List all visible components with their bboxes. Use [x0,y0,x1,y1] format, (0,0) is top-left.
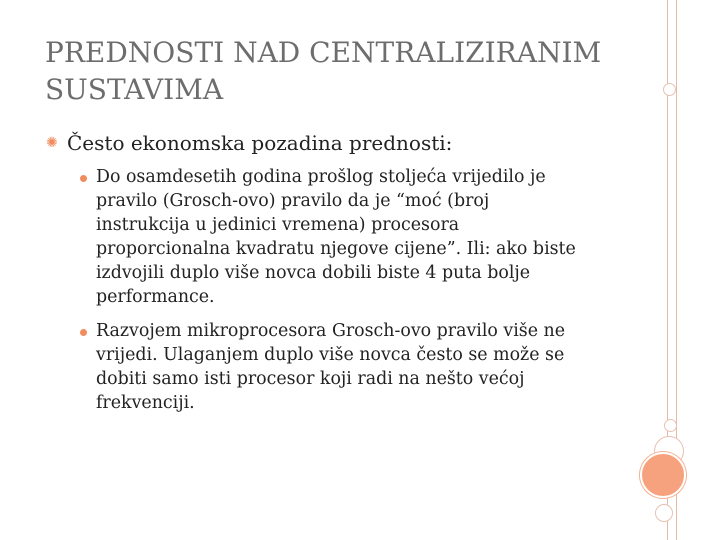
text-line: vrijedi. Ulaganjem duplo više novca često se može se [96,345,565,365]
text-line: izdvojili duplo više novca dobili biste 4 puta bolje [96,263,531,283]
sub-bullet-text [96,165,623,309]
text-line: performance. [96,287,215,307]
sun-bullet-icon: ✺ [46,135,58,151]
decorative-circle [664,419,677,432]
decorative-accent-circle [640,452,686,498]
text-line: dobiti samo isti procesor koji radi na nešto većoj [96,369,525,389]
decorative-circle [663,83,676,96]
text-line: Do osamdesetih godina prošlog stoljeća vrijedilo je [96,167,546,187]
sub-bullet-text [96,319,623,415]
text-line: Razvojem mikroprocesora Grosch-ovo pravilo više ne [96,321,566,341]
text-line: pravilo (Grosch-ovo) pravilo da je “moć (broj [96,191,490,211]
slide-title [45,34,645,108]
text-line: frekvenciji. [96,393,195,413]
dot-bullet-icon [80,175,87,182]
dot-bullet-icon [80,329,87,336]
text-line: instrukcija u jedinici vremena) procesora [96,215,460,235]
text-line: proporcionalna kvadratu njegove cijene”. Ili: ako biste [96,239,576,259]
slide-title-line: PREDNOSTI NAD CENTRALIZIRANIM [45,36,602,69]
decorative-circle [655,504,673,522]
main-bullet-text: Često ekonomska pozadina prednosti: [67,131,453,155]
slide-title-line: SUSTAVIMA [45,73,224,106]
